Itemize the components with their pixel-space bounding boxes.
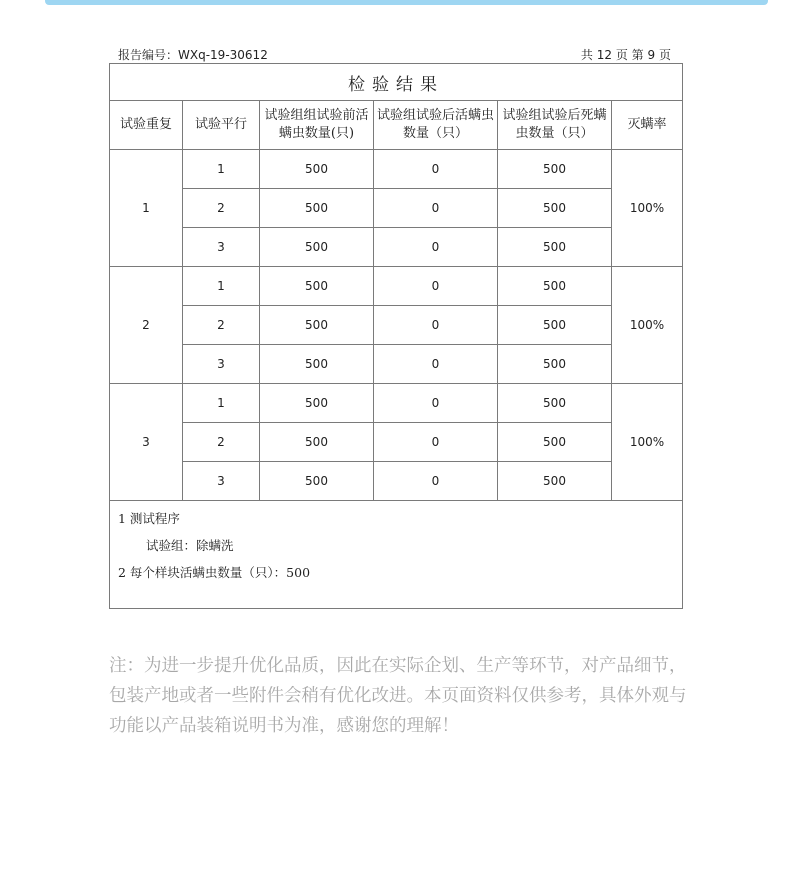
table-title-row <box>110 64 683 101</box>
dead-after-cell: 500 <box>498 306 612 345</box>
header-after-alive: 试验组试验后活螨虫数量（只） <box>374 101 498 150</box>
alive-after-cell: 0 <box>374 228 498 267</box>
table-title: 检验结果 <box>110 64 683 101</box>
kill-rate-cell: 100% <box>612 267 683 384</box>
parallel-cell: 2 <box>183 306 260 345</box>
page-current-number: 9 <box>647 48 656 62</box>
header-before-alive: 试验组组试验前活螨虫数量(只) <box>260 101 374 150</box>
table-row <box>110 345 683 384</box>
page-current-unit: 页 <box>658 48 671 62</box>
header-parallel: 试验平行 <box>183 101 260 150</box>
header-kill-rate: 灭螨率 <box>612 101 683 150</box>
alive-after-cell: 0 <box>374 384 498 423</box>
table-row <box>110 462 683 501</box>
notes-row <box>110 501 683 609</box>
alive-after-cell: 0 <box>374 306 498 345</box>
before-cell: 500 <box>260 423 374 462</box>
parallel-cell: 3 <box>183 462 260 501</box>
parallel-cell: 2 <box>183 423 260 462</box>
report-header <box>118 46 671 64</box>
dead-after-cell: 500 <box>498 423 612 462</box>
dead-after-cell: 500 <box>498 150 612 189</box>
parallel-cell: 1 <box>183 150 260 189</box>
before-cell: 500 <box>260 462 374 501</box>
parallel-cell: 2 <box>183 189 260 228</box>
parallel-cell: 3 <box>183 345 260 384</box>
footer-note: 注：为进一步提升优化品质，因此在实际企划、生产等环节，对产品细节，包装产地或者一些附件会稍有优化改进。本页面资料仅供参考，具体外观与功能以产品装箱说明书为准，感谢您的理解！ <box>109 656 687 736</box>
kill-rate-cell: 100% <box>612 384 683 501</box>
top-accent-bar <box>45 0 768 5</box>
page-total-unit: 页 <box>615 48 628 62</box>
repeat-cell: 3 <box>110 384 183 501</box>
results-table <box>109 63 683 609</box>
page-indicator <box>581 46 671 63</box>
alive-after-cell: 0 <box>374 345 498 384</box>
notes-cell <box>110 501 683 609</box>
page-total-prefix: 共 <box>580 48 593 62</box>
table-header-row <box>110 101 683 150</box>
dead-after-cell: 500 <box>498 384 612 423</box>
before-cell: 500 <box>260 228 374 267</box>
table-row <box>110 150 683 189</box>
table-row <box>110 306 683 345</box>
before-cell: 500 <box>260 150 374 189</box>
report-number-label: 报告编号： <box>118 48 179 62</box>
procedure-title: 1 测试程序 <box>118 511 180 526</box>
before-cell: 500 <box>260 345 374 384</box>
table-row <box>110 267 683 306</box>
dead-after-cell: 500 <box>498 345 612 384</box>
before-cell: 500 <box>260 267 374 306</box>
count-line: 2 每个样块活螨虫数量（只）：500 <box>118 565 311 580</box>
page-current-prefix: 第 <box>631 48 644 62</box>
dead-after-cell: 500 <box>498 267 612 306</box>
parallel-cell: 1 <box>183 384 260 423</box>
report-number <box>118 46 268 63</box>
kill-rate-cell: 100% <box>612 150 683 267</box>
repeat-cell: 2 <box>110 267 183 384</box>
before-cell: 500 <box>260 306 374 345</box>
table-row <box>110 384 683 423</box>
table-row <box>110 228 683 267</box>
dead-after-cell: 500 <box>498 228 612 267</box>
dead-after-cell: 500 <box>498 462 612 501</box>
dead-after-cell: 500 <box>498 189 612 228</box>
table-row <box>110 189 683 228</box>
parallel-cell: 3 <box>183 228 260 267</box>
alive-after-cell: 0 <box>374 267 498 306</box>
header-after-dead: 试验组试验后死螨虫数量（只） <box>498 101 612 150</box>
alive-after-cell: 0 <box>374 189 498 228</box>
procedure-detail: 试验组：除螨洗 <box>146 538 234 553</box>
table-row <box>110 423 683 462</box>
report-number-value: WXq-19-30612 <box>178 48 268 62</box>
before-cell: 500 <box>260 384 374 423</box>
alive-after-cell: 0 <box>374 462 498 501</box>
before-cell: 500 <box>260 189 374 228</box>
page-total-number: 12 <box>596 48 612 62</box>
repeat-cell: 1 <box>110 150 183 267</box>
parallel-cell: 1 <box>183 267 260 306</box>
alive-after-cell: 0 <box>374 423 498 462</box>
header-repeat: 试验重复 <box>110 101 183 150</box>
alive-after-cell: 0 <box>374 150 498 189</box>
